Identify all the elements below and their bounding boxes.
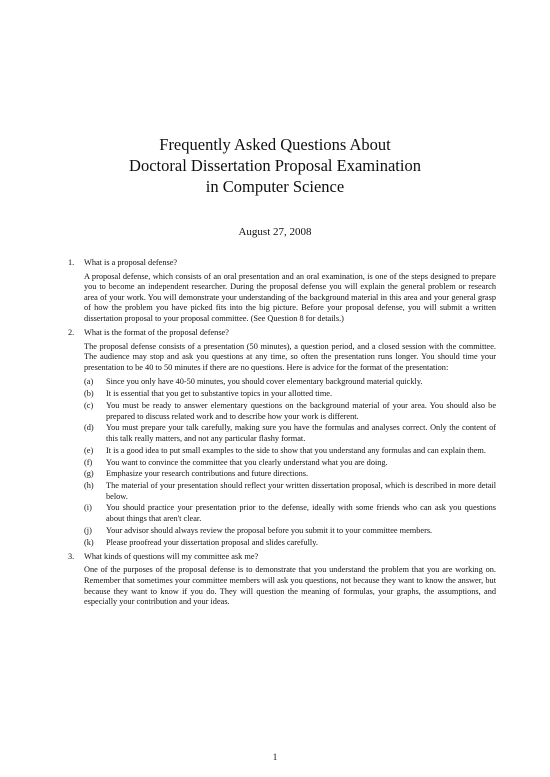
- list-item-text: You should practice your presentation prior to the defense, ideally with some friends who can ask you questions about things that aren't clear.: [106, 503, 496, 524]
- question-title: What kinds of questions will my committee ask me?: [84, 551, 259, 561]
- list-item-text: It is a good idea to put small examples to the side to show that you understand any formulas and can explain them.: [106, 445, 486, 455]
- list-item-text: Please proofread your dissertation proposal and slides carefully.: [106, 537, 318, 547]
- list-item-text: Your advisor should always review the proposal before you submit it to your committee members.: [106, 525, 433, 535]
- question-title: What is the format of the proposal defense?: [84, 328, 229, 338]
- list-item: [84, 503, 496, 524]
- list-item: [84, 526, 496, 537]
- list-item-text: Emphasize your research contributions and future directions.: [106, 469, 309, 479]
- faq-question: [68, 258, 496, 325]
- list-item-text: You must be ready to answer elementary questions on the background material of your area. You should also be prepared to discuss related work and to describe how your work is different.: [106, 401, 496, 421]
- list-item-label: (d): [84, 423, 94, 433]
- list-item-label: (j): [84, 525, 92, 535]
- question-number: 2.: [68, 328, 75, 338]
- list-item-text: You must prepare your talk carefully, making sure you have the formulas and analyses correct. Only the content of this talk really matters, and not any particular flashy format.: [106, 423, 496, 443]
- question-title: What is a proposal defense?: [84, 258, 178, 267]
- list-item: [84, 458, 496, 469]
- list-item-label: (a): [84, 377, 94, 387]
- document-date: August 27, 2008: [238, 226, 312, 238]
- faq-list: [68, 258, 496, 611]
- title-line-3: in Computer Science: [205, 177, 345, 196]
- list-item-label: (f): [84, 457, 93, 467]
- advice-list: [84, 377, 496, 548]
- list-item-label: (b): [84, 389, 94, 399]
- list-item: [84, 423, 496, 444]
- list-item: [84, 377, 496, 388]
- list-item-text: The material of your presentation should reflect your written dissertation proposal, which is described in more detail below.: [106, 481, 496, 501]
- list-item-label: (k): [84, 537, 94, 547]
- question-number: 1.: [68, 258, 75, 267]
- list-item-text: Since you only have 40-50 minutes, you should cover elementary background material quickly.: [106, 377, 423, 387]
- faq-question: [68, 328, 496, 548]
- answer-paragraph: One of the purposes of the proposal defense is to demonstrate that you understand the problem that you are working on. Remember that sometimes your committee members will ask you questions, not because they want to know the answer, but because they want to know if you do. They will question the meaning of formulas, your graphs, the assumptions, and especially your contribution and your ideas.: [84, 565, 496, 607]
- list-item-label: (i): [84, 503, 92, 513]
- page-number: 1: [272, 752, 278, 762]
- list-item: [84, 481, 496, 502]
- title-line-2: Doctoral Dissertation Proposal Examination: [129, 156, 421, 175]
- list-item: [84, 401, 496, 422]
- title-line-1: Frequently Asked Questions About: [159, 135, 391, 154]
- list-item-label: (g): [84, 469, 94, 479]
- answer-paragraph: A proposal defense, which consists of an oral presentation and an oral examination, is one of the steps designed to prepare you to become an independent researcher. During the proposal defense you will explain the general problem or research area of your work. You will demonstrate your understanding of the background material in this area and your general grasp of how the problem you have picked fits into the big picture. Before your proposal defense, you will submit a written dissertation proposal to your proposal committee. (See Question 8 for details.): [84, 271, 496, 323]
- list-item-label: (h): [84, 481, 94, 491]
- list-item-label: (c): [84, 401, 94, 410]
- list-item-text: You want to convince the committee that you clearly understand what you are doing.: [106, 457, 388, 467]
- list-item: [84, 469, 496, 480]
- list-item-label: (e): [84, 445, 94, 455]
- list-item: [84, 538, 496, 549]
- faq-question: [68, 552, 496, 608]
- list-item: [84, 446, 496, 457]
- list-item-text: It is essential that you get to substantive topics in your allotted time.: [106, 389, 333, 399]
- document-title: [0, 134, 550, 197]
- answer-paragraph: The proposal defense consists of a presentation (50 minutes), a question period, and a closed session with the committee. The audience may stop and ask you questions at any time, so often the presentation runs longer. You should time your presentation to be 40 to 50 minutes if there are no questions. Here is advice for the format of the presentation:: [84, 341, 496, 372]
- list-item: [84, 389, 496, 400]
- question-number: 3.: [68, 551, 75, 561]
